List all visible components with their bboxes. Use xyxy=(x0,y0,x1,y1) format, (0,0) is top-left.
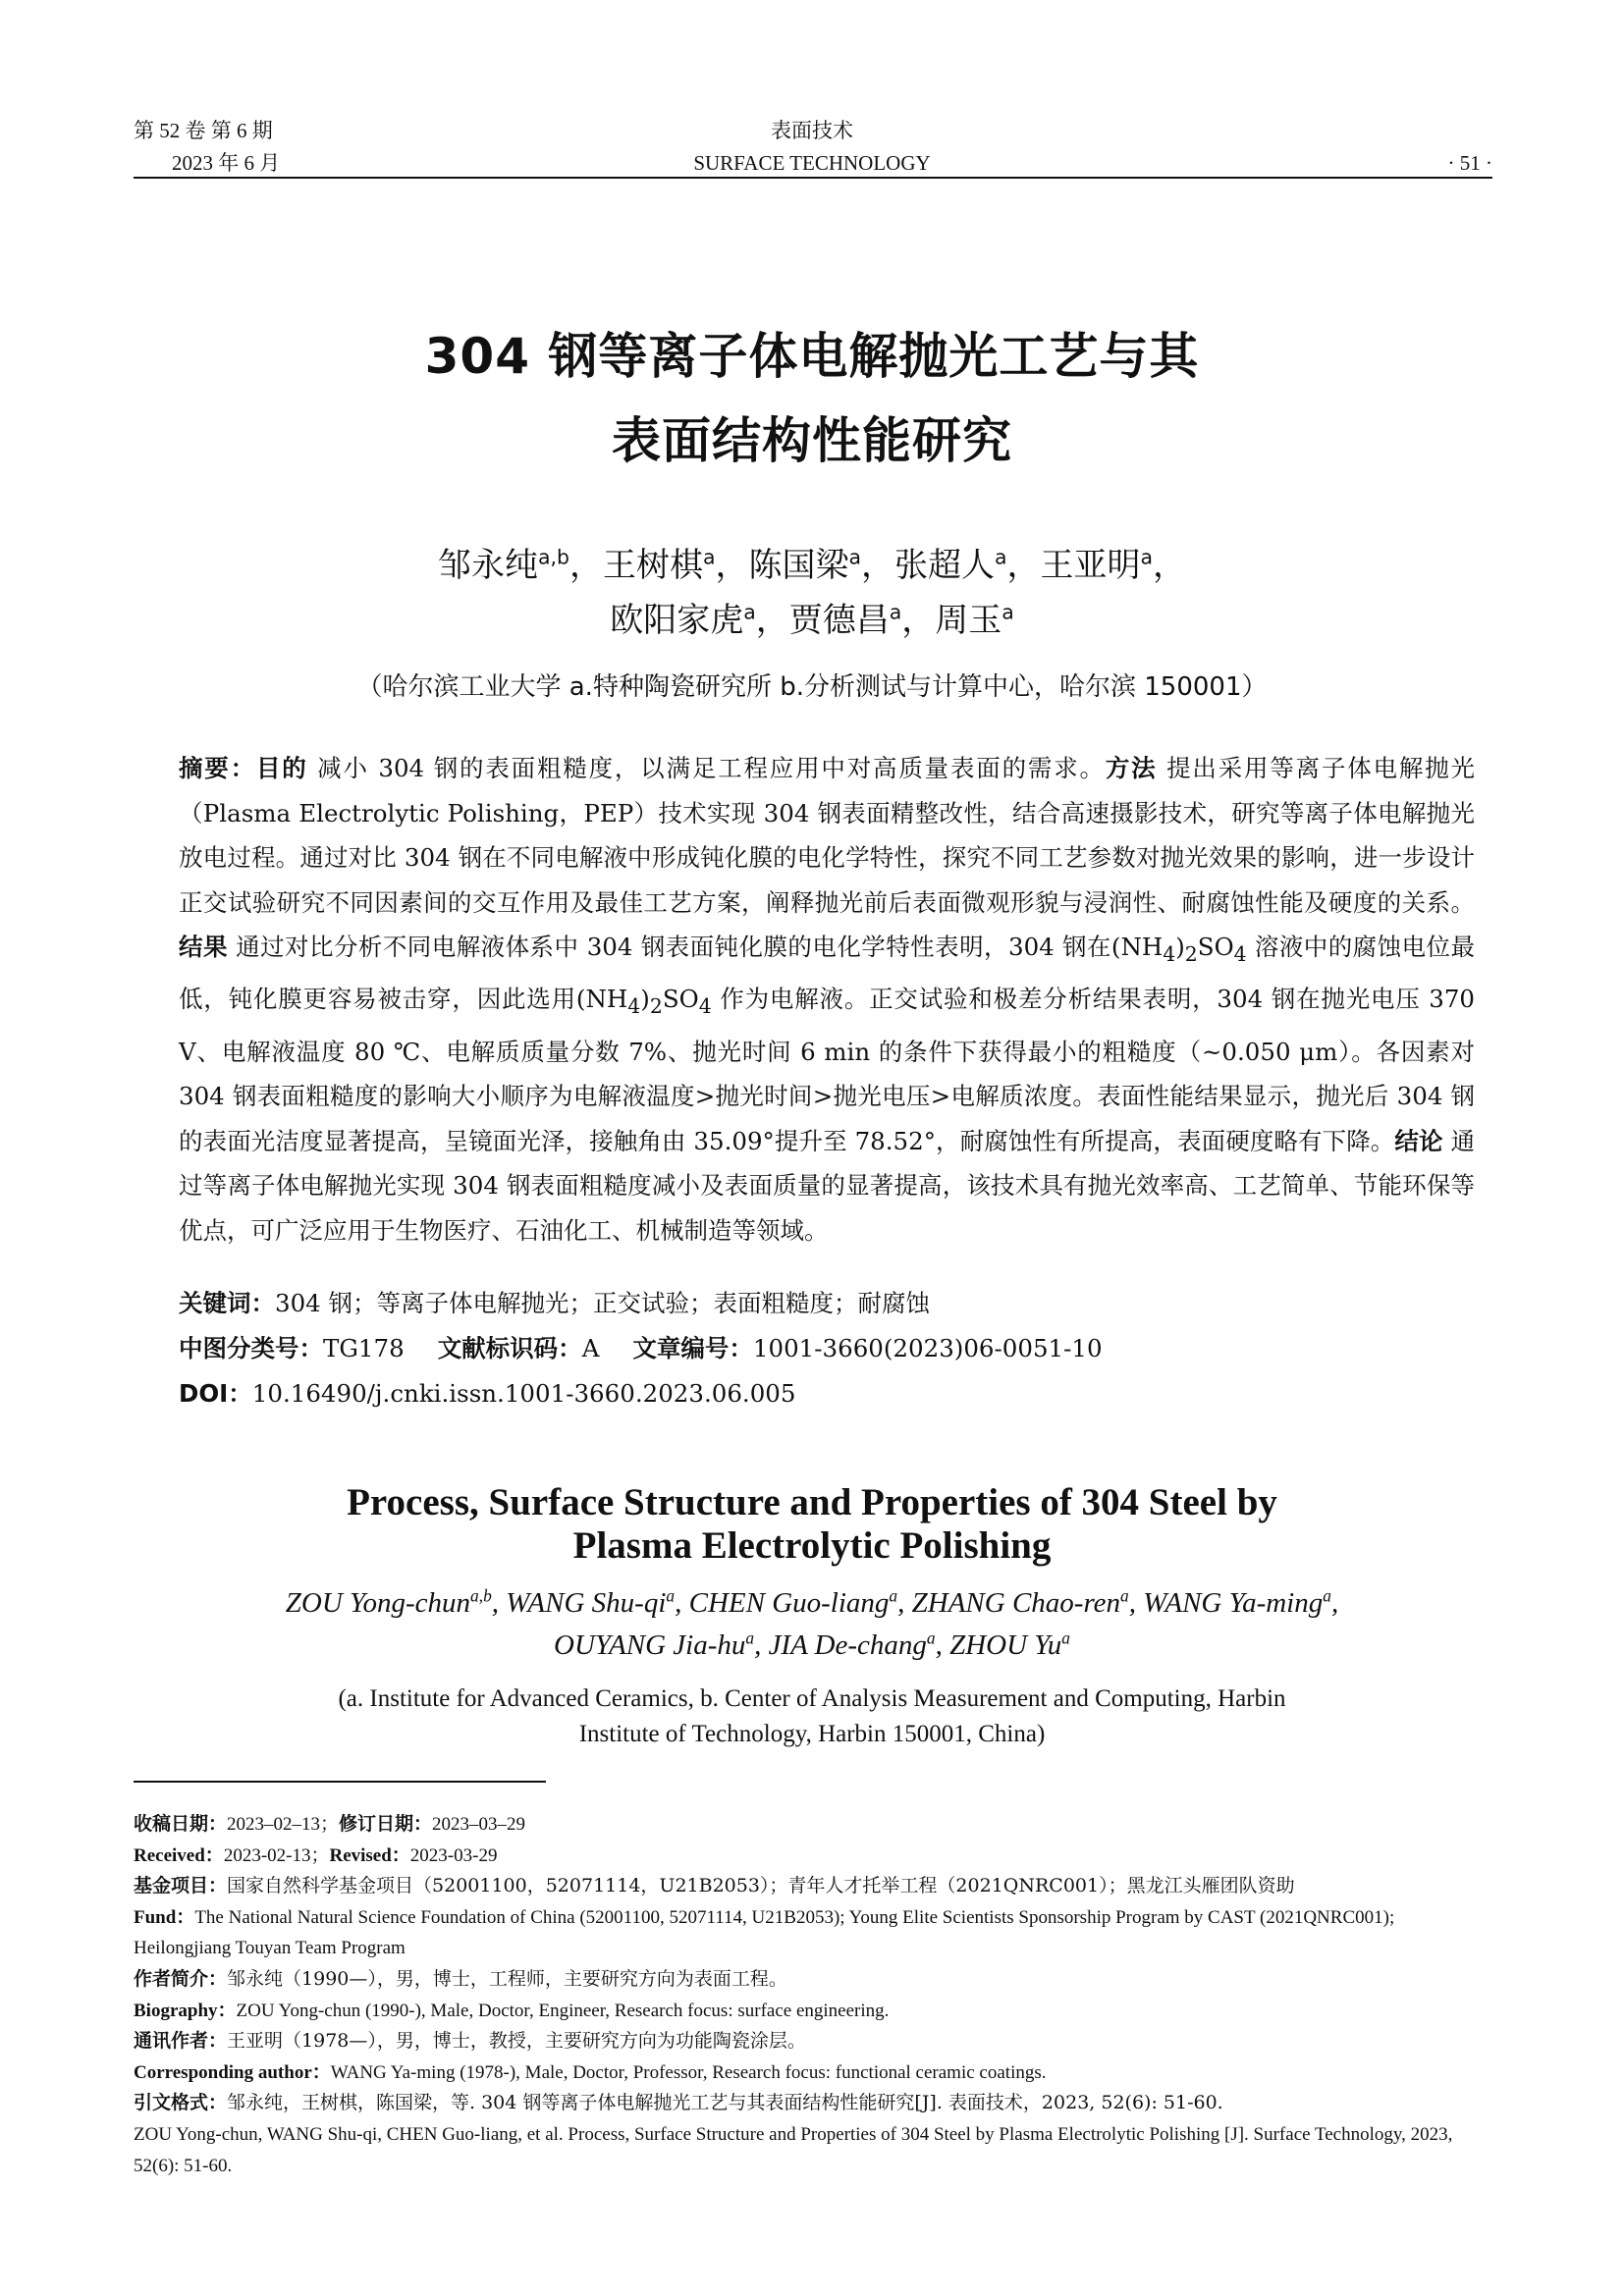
author-name: ZHANG Chao-ren xyxy=(911,1587,1121,1619)
author-affiliation-mark: a xyxy=(1323,1585,1331,1606)
title-en-line2: Plasma Electrolytic Polishing xyxy=(572,1524,1052,1567)
author-name: WANG Shu-qi xyxy=(506,1587,667,1619)
corr-en-label: Corresponding author： xyxy=(134,2061,331,2083)
subscript: 4 xyxy=(627,994,641,1019)
authors-cn-line2 xyxy=(0,593,1624,648)
author-separator: ， xyxy=(715,546,749,585)
revised-cn-value: 2023–03–29 xyxy=(432,1814,526,1835)
received-cn-value: 2023–02–13； xyxy=(227,1814,340,1835)
methods-label: 方法 xyxy=(1105,754,1158,782)
author-separator: ， xyxy=(860,546,894,585)
author-separator: , xyxy=(754,1629,769,1661)
author-affiliation-mark: a xyxy=(926,1628,936,1648)
author-affiliation-mark: a xyxy=(848,545,861,569)
results-text: 通过对比分析不同电解液体系中 304 钢表面钝化膜的电化学特性表明，304 钢在(NH xyxy=(227,933,1164,961)
footnote-corr-en xyxy=(134,2057,1492,2089)
author-separator: , xyxy=(897,1587,912,1619)
author-name: 周玉 xyxy=(935,601,1002,640)
revised-en-label: Revised： xyxy=(329,1844,410,1866)
fund-cn-value: 国家自然科学基金项目（52001100，52071114，U21B2053）；青年人才托举工程（2021QNRC001）；黑龙江头雁团队资助 xyxy=(227,1875,1295,1897)
footnote-cite-cn xyxy=(134,2088,1492,2119)
affiliation-en-line1: (a. Institute for Advanced Ceramics, b. Center of Analysis Measurement and Computing, Harbin xyxy=(338,1685,1286,1712)
doi-label: DOI： xyxy=(179,1379,252,1408)
author-separator: ， xyxy=(901,601,936,640)
clc-value: TG178 xyxy=(323,1334,405,1362)
received-en-label: Received： xyxy=(134,1844,224,1866)
author-affiliation-mark: a,b xyxy=(538,545,569,569)
keywords-label: 关键词： xyxy=(179,1289,275,1317)
clc-label: 中图分类号： xyxy=(179,1334,323,1362)
footnote-bio-cn xyxy=(134,1964,1492,1996)
objective-text: 减小 304 钢的表面粗糙度，以满足工程应用中对高质量表面的需求。 xyxy=(307,754,1106,782)
revised-en-value: 2023-03-29 xyxy=(409,1844,498,1866)
footnote-cite-en: ZOU Yong-chun, WANG Shu-qi, CHEN Guo-liang, et al. Process, Surface Structure and Properties of 304 Steel by Plasma Electrolytic Polishing [J]. Surface Technology, 2023, 52(6): 51-60. xyxy=(134,2123,1453,2176)
author-name: 邹永纯 xyxy=(438,546,539,585)
author-name: ZHOU Yu xyxy=(949,1629,1062,1661)
keywords-value: 304 钢；等离子体电解抛光；正交试验；表面粗糙度；耐腐蚀 xyxy=(275,1289,931,1317)
author-affiliation-mark: a xyxy=(743,600,756,624)
author-name: CHEN Guo-liang xyxy=(688,1587,890,1619)
bio-cn-value: 邹永纯（1990—），男，博士，工程师，主要研究方向为表面工程。 xyxy=(227,1967,787,1990)
author-name: 张超人 xyxy=(893,546,995,585)
received-en-value: 2023-02-13； xyxy=(223,1844,330,1866)
cite-cn-label: 引文格式： xyxy=(134,2092,228,2114)
author-name: 贾德昌 xyxy=(788,601,890,640)
authors-cn-line1 xyxy=(0,538,1624,593)
author-affiliation-mark: a,b xyxy=(470,1585,492,1606)
keywords-line xyxy=(179,1282,1475,1325)
corr-en-value: WANG Ya-ming (1978-), Male, Doctor, Professor, Research focus: functional ceramic coatings. xyxy=(330,2061,1047,2083)
results-text: ) xyxy=(640,985,650,1014)
author-affiliation-mark: a xyxy=(702,545,716,569)
subscript: 4 xyxy=(698,994,712,1019)
subscript: 2 xyxy=(1184,941,1198,966)
footnotes xyxy=(134,1809,1492,2181)
author-name: 王树棋 xyxy=(602,546,703,585)
corr-cn-label: 通讯作者： xyxy=(134,2030,228,2053)
header-journal-en: SURFACE TECHNOLOGY xyxy=(693,151,931,175)
affiliation-cn: （哈尔滨工业大学 a.特种陶瓷研究所 b.分析测试与计算中心，哈尔滨 150001） xyxy=(356,672,1268,702)
doi-value: 10.16490/j.cnki.issn.1001-3660.2023.06.005 xyxy=(251,1379,796,1408)
footnote-fund-en xyxy=(134,1902,1492,1964)
bio-en-label: Biography： xyxy=(134,2000,237,2021)
header-date: 2023 年 6 月 xyxy=(172,151,281,175)
author-name: 欧阳家虎 xyxy=(610,601,744,640)
fund-en-label: Fund： xyxy=(134,1906,195,1928)
author-affiliation-mark: a xyxy=(1061,1628,1070,1648)
title-cn-line2: 表面结构性能研究 xyxy=(612,412,1012,469)
author-name: ZOU Yong-chun xyxy=(285,1587,471,1619)
author-separator: ， xyxy=(755,601,789,640)
abstract-cn xyxy=(179,746,1475,1253)
doc-code-label: 文献标识码： xyxy=(437,1334,582,1362)
author-name: OUYANG Jia-hu xyxy=(554,1629,746,1661)
author-separator: , xyxy=(935,1629,950,1661)
author-affiliation-mark: a xyxy=(666,1585,676,1606)
conclusion-text: 通过等离子体电解抛光实现 304 钢表面粗糙度减小及表面质量的显著提高，该技术具有抛光效率高、工艺简单、节能环保等优点，可广泛应用于生物医疗、石油化工、机械制造等领域。 xyxy=(179,1126,1475,1245)
subscript: 4 xyxy=(1233,941,1247,966)
author-separator: , xyxy=(1330,1587,1339,1619)
fund-cn-label: 基金项目： xyxy=(134,1875,228,1897)
affiliation-en-line2: Institute of Technology, Harbin 150001, China) xyxy=(578,1721,1046,1747)
methods-text: 提出采用等离子体电解抛光（Plasma Electrolytic Polishing，PEP）技术实现 304 钢表面精整改性，结合高速摄影技术，研究等离子体电解抛光放电过程。通过对比 304 钢在不同电解液中形成钝化膜的电化学特性，探究不同工艺参数对抛光效果的影响，进一步设计正交试验研究不同因素间的交互作用及最佳工艺方案，阐释抛光前后表面微观形貌与浸润性、耐腐蚀性能及硬度的关系。 xyxy=(179,754,1476,917)
doi-line xyxy=(179,1372,1475,1415)
footnote-bio-en xyxy=(134,1996,1492,2027)
results-text: ) xyxy=(1175,933,1185,961)
conclusion-label: 结论 xyxy=(1394,1126,1443,1155)
author-separator: , xyxy=(675,1587,689,1619)
results-text: 作为电解液。正交试验和极差分析结果表明，304 钢在抛光电压 370 V、电解液温度 80 ℃、电解质质量分数 7%、抛光时间 6 min 的条件下获得最小的粗糙度（~0.050 μm）。各因素对 304 钢表面粗糙度的影响大小顺序为电解液温度>抛光时间>抛光电压>电解质浓度。表面性能结果显示，抛光后 304 钢的表面光洁度显著提高，呈镜面光泽，接触角由 35.09°提升至 78.52°，耐腐蚀性有所提高，表面硬度略有下降。 xyxy=(179,985,1475,1155)
author-affiliation-mark: a xyxy=(745,1628,755,1648)
author-name: 陈国梁 xyxy=(748,546,849,585)
header-page-number: · 51 · xyxy=(1447,151,1492,175)
article-number-value: 1001-3660(2023)06-0051-10 xyxy=(752,1334,1103,1362)
revised-cn-label: 修订日期： xyxy=(339,1813,433,1835)
author-affiliation-mark: a xyxy=(1120,1585,1129,1606)
footnote-rule xyxy=(134,1781,546,1783)
fund-en-value: The National Natural Science Foundation of China (52001100, 52071114, U21B2053); Young Elite Scientists Sponsorship Program by CAST (2021QNRC001); Heilongjiang Touyan Team Program xyxy=(134,1906,1395,1959)
author-separator: ， xyxy=(1152,546,1186,585)
author-separator: ， xyxy=(1006,546,1041,585)
title-cn-line1: 304 钢等离子体电解抛光工艺与其 xyxy=(424,328,1200,385)
results-text: SO xyxy=(1197,933,1234,961)
authors-en-line1 xyxy=(0,1580,1624,1626)
authors-en-line2 xyxy=(0,1623,1624,1668)
header-journal-cn: 表面技术 xyxy=(771,119,853,142)
subscript: 2 xyxy=(649,994,663,1019)
author-affiliation-mark: a xyxy=(994,545,1007,569)
author-separator: ， xyxy=(568,546,603,585)
author-affiliation-mark: a xyxy=(1140,545,1153,569)
footnote-dates-en xyxy=(134,1841,1492,1872)
abstract-label: 摘要： xyxy=(179,754,256,782)
cite-cn-value: 邹永纯，王树棋，陈国梁，等. 304 钢等离子体电解抛光工艺与其表面结构性能研究[J]. 表面技术，2023, 52(6): 51-60. xyxy=(227,2092,1223,2114)
author-name: WANG Ya-ming xyxy=(1143,1587,1324,1619)
author-separator: , xyxy=(1128,1587,1144,1619)
author-affiliation-mark: a xyxy=(889,1585,898,1606)
corr-cn-value: 王亚明（1978—），男，博士，教授，主要研究方向为功能陶瓷涂层。 xyxy=(227,2030,806,2053)
title-en-line1: Process, Surface Structure and Properties of 304 Steel by xyxy=(347,1481,1277,1523)
footnote-corr-cn xyxy=(134,2026,1492,2057)
received-cn-label: 收稿日期： xyxy=(134,1813,228,1835)
header-volume-issue: 第 52 卷 第 6 期 xyxy=(134,119,273,142)
header-rule xyxy=(134,177,1492,179)
objective-label: 目的 xyxy=(255,754,308,782)
doc-code-value: A xyxy=(581,1334,600,1362)
bio-en-value: ZOU Yong-chun (1990-), Male, Doctor, Engineer, Research focus: surface engineering. xyxy=(236,2000,890,2021)
results-text: 溶液中的腐蚀电位最低，钝化膜更容易被击穿，因此选用(NH xyxy=(179,933,1475,1014)
author-affiliation-mark: a xyxy=(1001,600,1014,624)
footnote-fund-cn xyxy=(134,1871,1492,1902)
results-text: SO xyxy=(662,985,699,1014)
bio-cn-label: 作者简介： xyxy=(134,1967,228,1990)
results-label: 结果 xyxy=(179,933,228,961)
classification-line xyxy=(179,1327,1475,1370)
author-separator: , xyxy=(491,1587,507,1619)
footnote-dates-cn xyxy=(134,1809,1492,1841)
author-affiliation-mark: a xyxy=(889,600,902,624)
author-name: 王亚明 xyxy=(1040,546,1141,585)
article-number-label: 文章编号： xyxy=(632,1334,753,1362)
subscript: 4 xyxy=(1163,941,1176,966)
author-name: JIA De-chang xyxy=(768,1629,927,1661)
